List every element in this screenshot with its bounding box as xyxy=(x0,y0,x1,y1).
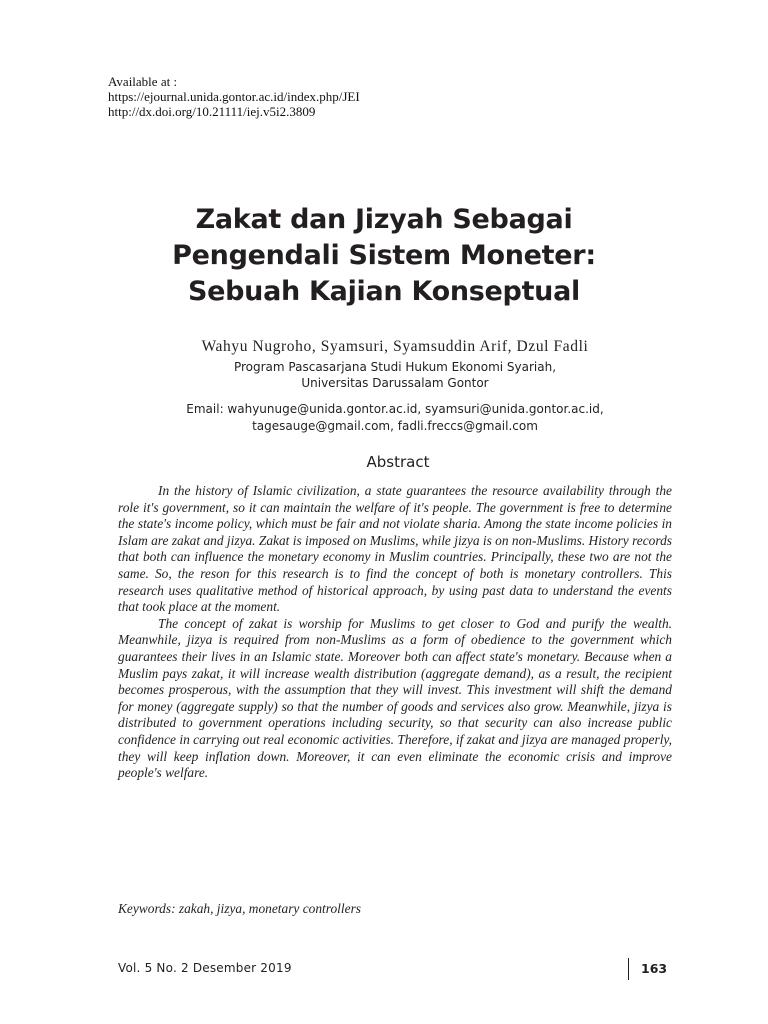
abstract-heading: Abstract xyxy=(366,453,430,471)
title-line-2: Pengendali Sistem Moneter: xyxy=(172,240,596,271)
footer-issue: Vol. 5 No. 2 Desember 2019 xyxy=(118,961,292,975)
page-number: 163 xyxy=(641,961,668,976)
title-line-3: Sebuah Kajian Konseptual xyxy=(188,276,580,307)
title-line-1: Zakat dan Jizyah Sebagai xyxy=(195,204,573,235)
abstract-paragraph-1: In the history of Islamic civilization, a state guarantees the resource availability through the role it's government, so it can maintain the welfare of it's people. The government is free to determine the state's income policy, which must be fair and not violate sharia. Among the state income policies in Islam are zakat and jizya. Zakat is imposed on Muslims, while jizya is on non-Muslims. History records that both can influence the monetary economy in Muslim countries. Principally, these two are not the same. So, the reson for this research is to find the concept of both is monetary controllers. This research uses qualitative method of historical approach, by using past data to understand the events that took place at the moment. xyxy=(118,483,672,615)
email-line-2: tagesauge@gmail.com, fadli.freccs@gmail.com xyxy=(252,419,538,433)
paper-title xyxy=(0,202,768,310)
footer-divider xyxy=(628,958,629,980)
email-line-1: Email: wahyunuge@unida.gontor.ac.id, syamsuri@unida.gontor.ac.id, xyxy=(186,402,604,416)
abstract-paragraph-2: The concept of zakat is worship for Muslims to get closer to God and purify the wealth. Meanwhile, jizya is required from non-Muslims as a form of obedience to the government which guarantees their lives in an Islamic state. Moreover both can affect state's monetary. Because when a Muslim pays zakat, it will increase wealth distribution (aggregate demand), as a result, the recipient becomes prosperous, with the assumption that they will invest. This investment will shift the demand for money (aggregate supply) so that the number of goods and services also grow. Meanwhile, jizya is distributed to government operations including security, so that security can also increase public confidence in carrying out real economic activities. Therefore, if zakat and jizya are managed properly, they will keep inflation down. Moreover, it can even eliminate the economic crisis and improve people's welfare. xyxy=(118,615,672,781)
affiliation-line-2: Universitas Darussalam Gontor xyxy=(301,376,489,390)
abstract-body xyxy=(118,483,672,782)
affiliation-line-1: Program Pascasarjana Studi Hukum Ekonomi Syariah, xyxy=(233,360,557,374)
author-list: Wahyu Nugroho, Syamsuri, Syamsuddin Arif, Dzul Fadli xyxy=(201,338,589,355)
availability-block xyxy=(108,74,360,119)
availability-label: Available at : xyxy=(108,74,178,89)
keywords: Keywords: zakah, jizya, monetary controllers xyxy=(118,901,361,916)
doi-link[interactable]: http://dx.doi.org/10.21111/iej.v5i2.3809 xyxy=(108,104,316,119)
journal-url-link[interactable]: https://ejournal.unida.gontor.ac.id/index.php/JEI xyxy=(108,89,360,104)
